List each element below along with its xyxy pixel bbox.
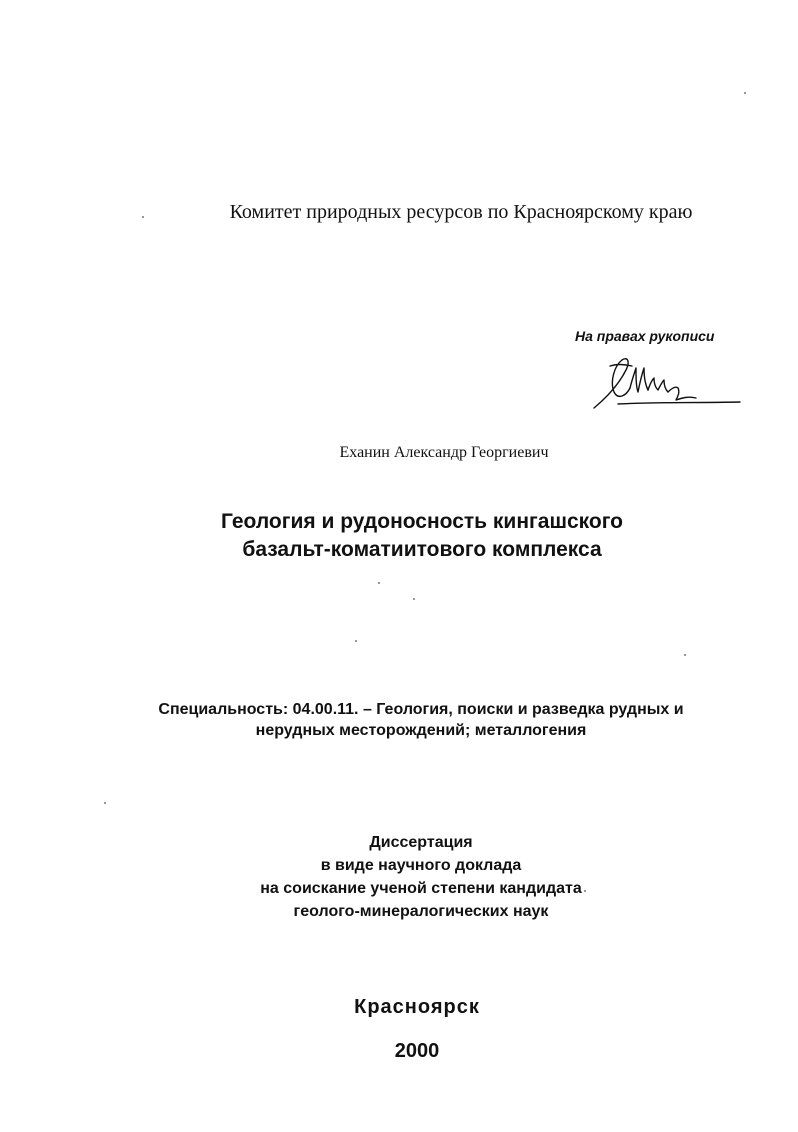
year: 2000 <box>394 1040 440 1062</box>
degree-line-2: в виде научного доклада <box>320 857 522 874</box>
degree-line-3: на соискание ученой степени кандидата <box>260 880 582 897</box>
author-name: Еханин Александр Георгиевич <box>339 444 549 461</box>
specialty-line-2: нерудных месторождений; металлогения <box>255 722 587 739</box>
dissertation-title-line-1: Геология и рудоносность кингашского <box>221 510 623 533</box>
city: Красноярск <box>354 996 480 1018</box>
author-signature <box>592 352 742 414</box>
specialty-line-1: Специальность: 04.00.11. – Геология, поиски и разведка рудных и <box>158 701 684 718</box>
scan-speck <box>104 802 106 804</box>
degree-line-1: Диссертация <box>369 834 473 851</box>
scan-speck <box>413 598 415 600</box>
scan-speck <box>142 216 144 218</box>
scan-speck <box>684 654 686 656</box>
manuscript-rights-note: На правах рукописи <box>575 328 715 344</box>
scan-speck <box>744 92 746 94</box>
scan-speck <box>355 640 357 642</box>
dissertation-title-line-2: базальт-коматиитового комплекса <box>242 538 602 561</box>
scan-speck <box>378 582 380 584</box>
scan-speck <box>584 890 586 892</box>
degree-line-4: геолого-минералогических наук <box>293 903 549 920</box>
committee-heading: Комитет природных ресурсов по Красноярскому краю <box>229 201 693 223</box>
